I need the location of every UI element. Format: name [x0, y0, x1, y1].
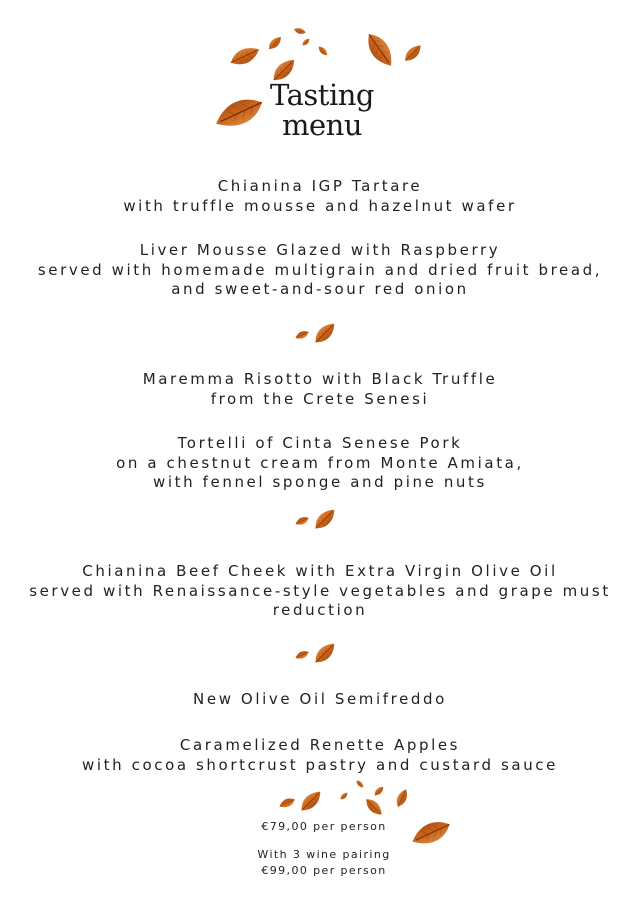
- course-description: with truffle mousse and hazelnut wafer: [123, 196, 517, 215]
- course-item: [0, 562, 640, 621]
- leaf-icon: [356, 780, 364, 788]
- leaf-icon: [298, 790, 324, 812]
- leaf-icon: [312, 508, 338, 530]
- course-item: [0, 177, 640, 216]
- course-name: Maremma Risotto with Black Truffle: [142, 370, 498, 388]
- course-description: reduction: [272, 601, 368, 619]
- leaf-icon: [295, 26, 305, 36]
- leaf-icon: [280, 796, 294, 810]
- leaf-icon: [232, 40, 258, 72]
- course-name: Liver Mousse Glazed with Raspberry: [139, 241, 501, 259]
- course-name: New Olive Oil Semifreddo: [193, 690, 447, 708]
- price-per-person: [210, 819, 438, 835]
- wine-pairing-price: €99,00 per person: [261, 864, 387, 877]
- leaf-icon: [296, 648, 308, 662]
- course-description: with fennel sponge and pine nuts: [153, 473, 487, 491]
- leaf-icon: [362, 798, 386, 816]
- leaf-icon: [394, 788, 410, 808]
- course-description: with cocoa shortcrust pastry and custard sauce: [82, 755, 558, 774]
- course-name: Chianina Beef Cheek with Extra Virgin Olive Oil: [82, 562, 558, 580]
- leaf-icon: [340, 792, 348, 800]
- leaf-icon: [312, 322, 338, 344]
- course-item: [0, 690, 640, 710]
- leaf-icon: [404, 44, 422, 62]
- course-description: served with Renaissance-style vegetables and grape must: [29, 581, 611, 600]
- leaf-icon: [318, 46, 328, 56]
- title-line-2: menu: [281, 108, 362, 142]
- wine-pairing-label: With 3 wine pairing: [257, 848, 391, 861]
- course-item: [0, 434, 640, 493]
- course-description: from the Crete Senesi: [210, 389, 430, 408]
- price-text: €79,00 per person: [261, 820, 387, 833]
- course-name: Tortelli of Cinta Senese Pork: [177, 434, 463, 452]
- course-description: and sweet-and-sour red onion: [171, 280, 469, 298]
- course-description: served with homemade multigrain and dried fruit bread,: [37, 260, 603, 279]
- leaf-icon: [312, 642, 338, 664]
- course-item: [0, 370, 640, 409]
- leaf-icon: [296, 328, 308, 342]
- course-name: Chianina IGP Tartare: [217, 177, 423, 195]
- leaf-icon: [374, 786, 384, 796]
- course-description: on a chestnut cream from Monte Amiata,: [116, 453, 524, 472]
- leaf-icon: [296, 514, 308, 528]
- leaf-icon: [302, 38, 310, 46]
- course-item: [0, 736, 640, 775]
- menu-title: [252, 80, 392, 140]
- course-item: [0, 241, 640, 300]
- wine-pairing: [210, 847, 438, 879]
- leaf-icon: [362, 34, 398, 66]
- title-line-1: Tasting: [270, 78, 374, 112]
- leaf-icon: [268, 36, 282, 50]
- course-name: Caramelized Renette Apples: [179, 736, 461, 754]
